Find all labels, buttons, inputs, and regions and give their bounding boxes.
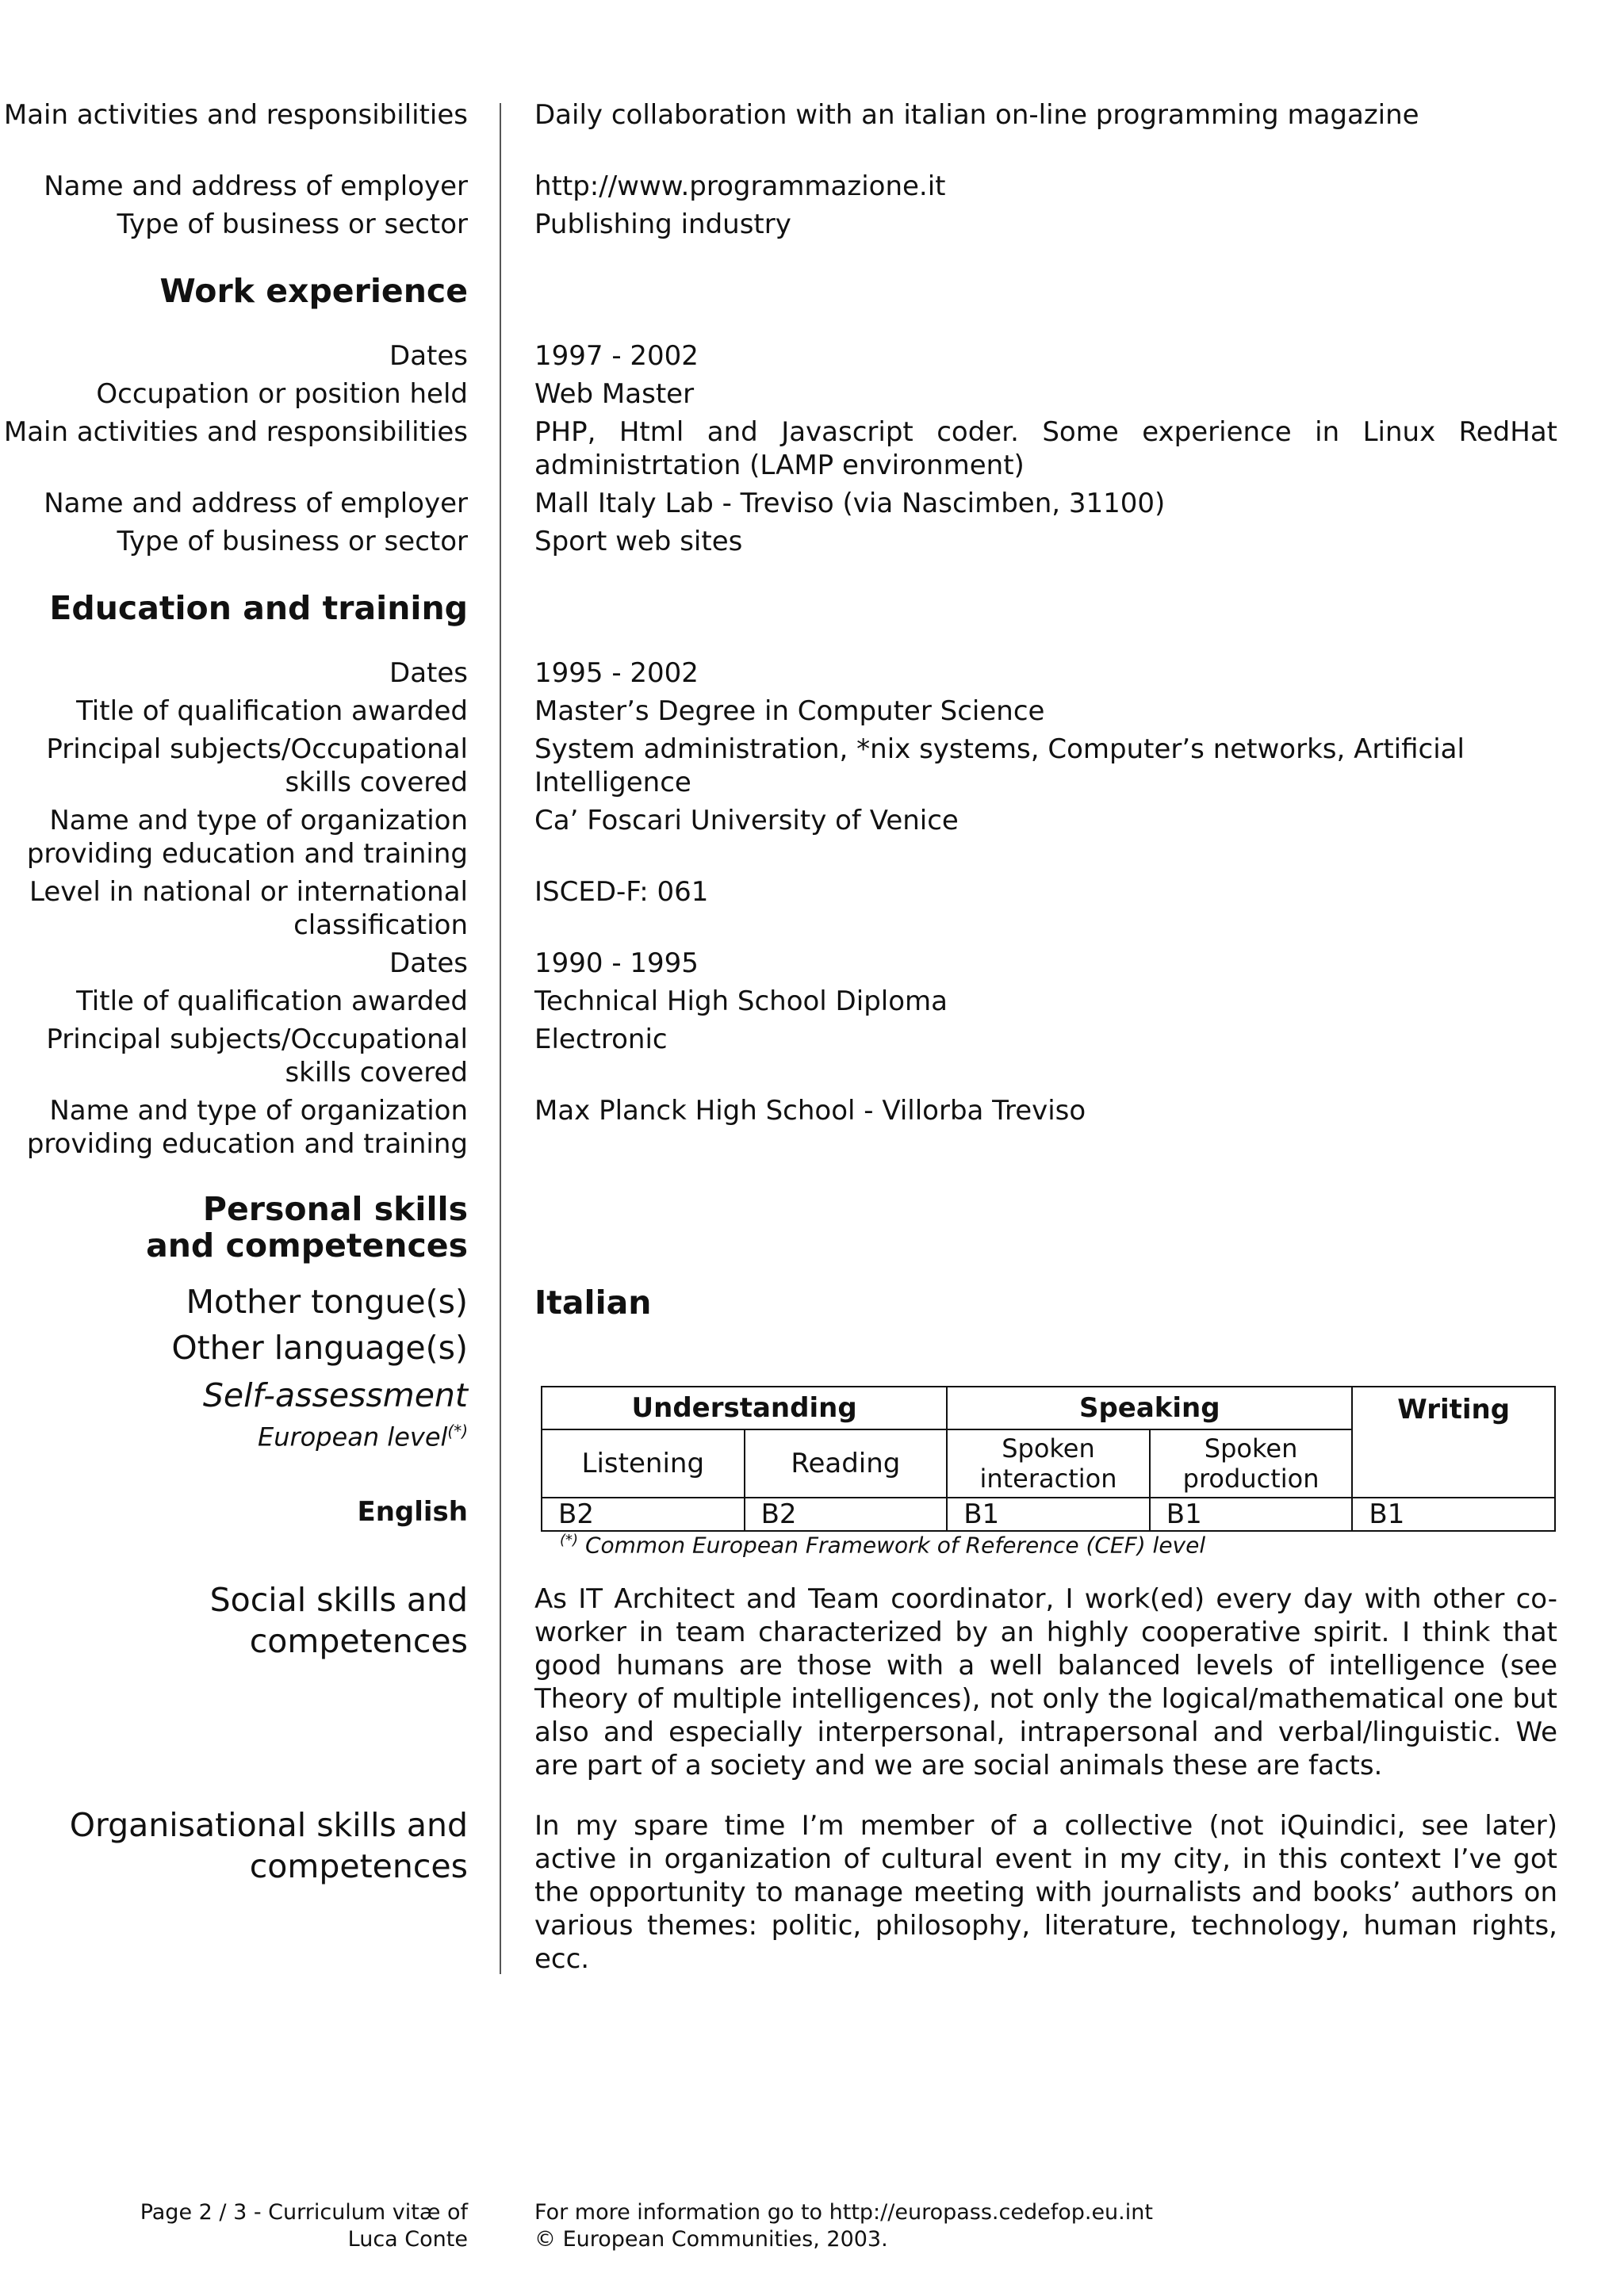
work-employer-value: Mall Italy Lab - Treviso (via Nascimben, 31100) — [534, 488, 1166, 519]
social-skills-value: As IT Architect and Team coordinator, I work(ed) every day with other co-worker in team characterized by an highly cooperative spirit. I think that good humans are those with a well balanced levels of intelligence (see Theory of multiple intelligences), not only the logical/mathematical one but also and especially interpersonal, intrapersonal and verbal/linguistic. We are part of a society and we are social animals these are facts. — [534, 1583, 1557, 1781]
social-skills-label: Social skills and competences — [209, 1581, 468, 1660]
edu1-subjects-label: Principal subjects/Occupational skills covered — [46, 733, 468, 798]
main-activities-label: Main activities and responsibilities — [3, 99, 468, 131]
cv-owner-name: Luca Conte — [347, 2227, 468, 2252]
work-experience-heading: Work experience — [159, 272, 468, 310]
business-label: Type of business or sector — [117, 209, 468, 240]
english-listening-score: B2 — [542, 1498, 745, 1531]
edu1-dates-label: Dates — [389, 657, 468, 689]
work-business-value: Sport web sites — [534, 526, 743, 557]
personal-skills-heading — [0, 1191, 468, 1264]
europass-footer — [534, 2199, 1153, 2253]
listening-header: Listening — [542, 1429, 745, 1498]
edu2-subjects-label: Principal subjects/Occupational skills covered — [46, 1024, 468, 1089]
edu2-dates-label: Dates — [389, 947, 468, 979]
work-employer-label: Name and address of employer — [44, 488, 468, 519]
work-dates-value: 1997 - 2002 — [534, 340, 699, 372]
mother-tongue-label: Mother tongue(s) — [186, 1283, 468, 1321]
english-spoken-interaction-score: B1 — [947, 1498, 1150, 1531]
edu1-title-value: Master’s Degree in Computer Science — [534, 695, 1045, 727]
language-table — [541, 1386, 1556, 1532]
work-activities-label: Main activities and responsibilities — [3, 416, 468, 448]
cef-marker: (*) — [560, 1532, 579, 1548]
work-dates-label: Dates — [389, 340, 468, 372]
organisational-skills-value: In my spare time I’m member of a collective (not iQuindici, see later) active in organization of cultural event in my city, in this context I’ve got the opportunity to manage meeting with journalists and books’ authors on various themes: politic, philosophy, literature, technology, human rights, ecc. — [534, 1810, 1557, 1975]
edu1-org-label: Name and type of organization providing education and training — [26, 805, 468, 870]
cef-footnote — [560, 1532, 1205, 1558]
work-occupation-label: Occupation or position held — [96, 378, 468, 410]
edu2-subjects-value: Electronic — [534, 1024, 668, 1055]
spoken-production-header: Spoken production — [1150, 1429, 1353, 1498]
european-level-text: European level — [258, 1422, 448, 1452]
page-footer — [140, 2199, 468, 2253]
work-occupation-value: Web Master — [534, 378, 695, 410]
employer-value: http://www.programmazione.it — [534, 170, 946, 202]
mother-tongue-value: Italian — [534, 1284, 652, 1322]
column-divider — [500, 103, 501, 1974]
personal-skills-heading-line2: and competences — [146, 1226, 468, 1265]
main-activities-value: Daily collaboration with an italian on-line programming magazine — [534, 99, 1419, 131]
work-activities-value: PHP, Html and Javascript coder. Some experience in Linux RedHat administrtation (LAMP environment) — [534, 416, 1557, 481]
edu1-level-value: ISCED-F: 061 — [534, 876, 709, 908]
speaking-header: Speaking — [947, 1387, 1352, 1429]
business-value: Publishing industry — [534, 209, 791, 240]
edu2-org-label: Name and type of organization providing education and training — [26, 1095, 468, 1160]
european-level-label — [0, 1414, 468, 1454]
edu2-title-label: Title of qualification awarded — [76, 985, 468, 1017]
self-assessment-label: Self-assessment — [202, 1376, 468, 1414]
edu1-org-value: Ca’ Foscari University of Venice — [534, 805, 959, 836]
writing-header: Writing — [1352, 1387, 1555, 1498]
other-languages-label: Other language(s) — [171, 1329, 468, 1367]
english-reading-score: B2 — [745, 1498, 948, 1531]
work-business-label: Type of business or sector — [117, 526, 468, 557]
english-language-label: English — [357, 1496, 468, 1528]
european-level-marker: (*) — [447, 1422, 468, 1441]
personal-skills-heading-line1: Personal skills — [202, 1190, 468, 1228]
edu1-level-label: Level in national or international classification — [29, 876, 468, 941]
spoken-interaction-header: Spoken interaction — [947, 1429, 1150, 1498]
edu2-title-value: Technical High School Diploma — [534, 985, 948, 1017]
cef-note-text: Common European Framework of Reference (CEF) level — [584, 1532, 1206, 1559]
edu1-subjects-value: System administration, *nix systems, Computer’s networks, Artificial Intelligence — [534, 733, 1465, 798]
edu1-title-label: Title of qualification awarded — [76, 695, 468, 727]
english-writing-score: B1 — [1352, 1498, 1555, 1531]
europass-info-line: For more information go to http://europass.cedefop.eu.int — [534, 2200, 1153, 2225]
reading-header: Reading — [745, 1429, 948, 1498]
understanding-header: Understanding — [542, 1387, 947, 1429]
edu2-dates-value: 1990 - 1995 — [534, 947, 699, 979]
edu2-org-value: Max Planck High School - Villorba Treviso — [534, 1095, 1086, 1127]
organisational-skills-label: Organisational skills and competences — [69, 1806, 468, 1885]
english-spoken-production-score: B1 — [1150, 1498, 1353, 1531]
page-number-line: Page 2 / 3 - Curriculum vitæ of — [140, 2200, 468, 2225]
edu1-dates-value: 1995 - 2002 — [534, 657, 699, 689]
education-heading: Education and training — [49, 589, 468, 627]
employer-label: Name and address of employer — [44, 170, 468, 202]
copyright-line: © European Communities, 2003. — [534, 2227, 888, 2252]
